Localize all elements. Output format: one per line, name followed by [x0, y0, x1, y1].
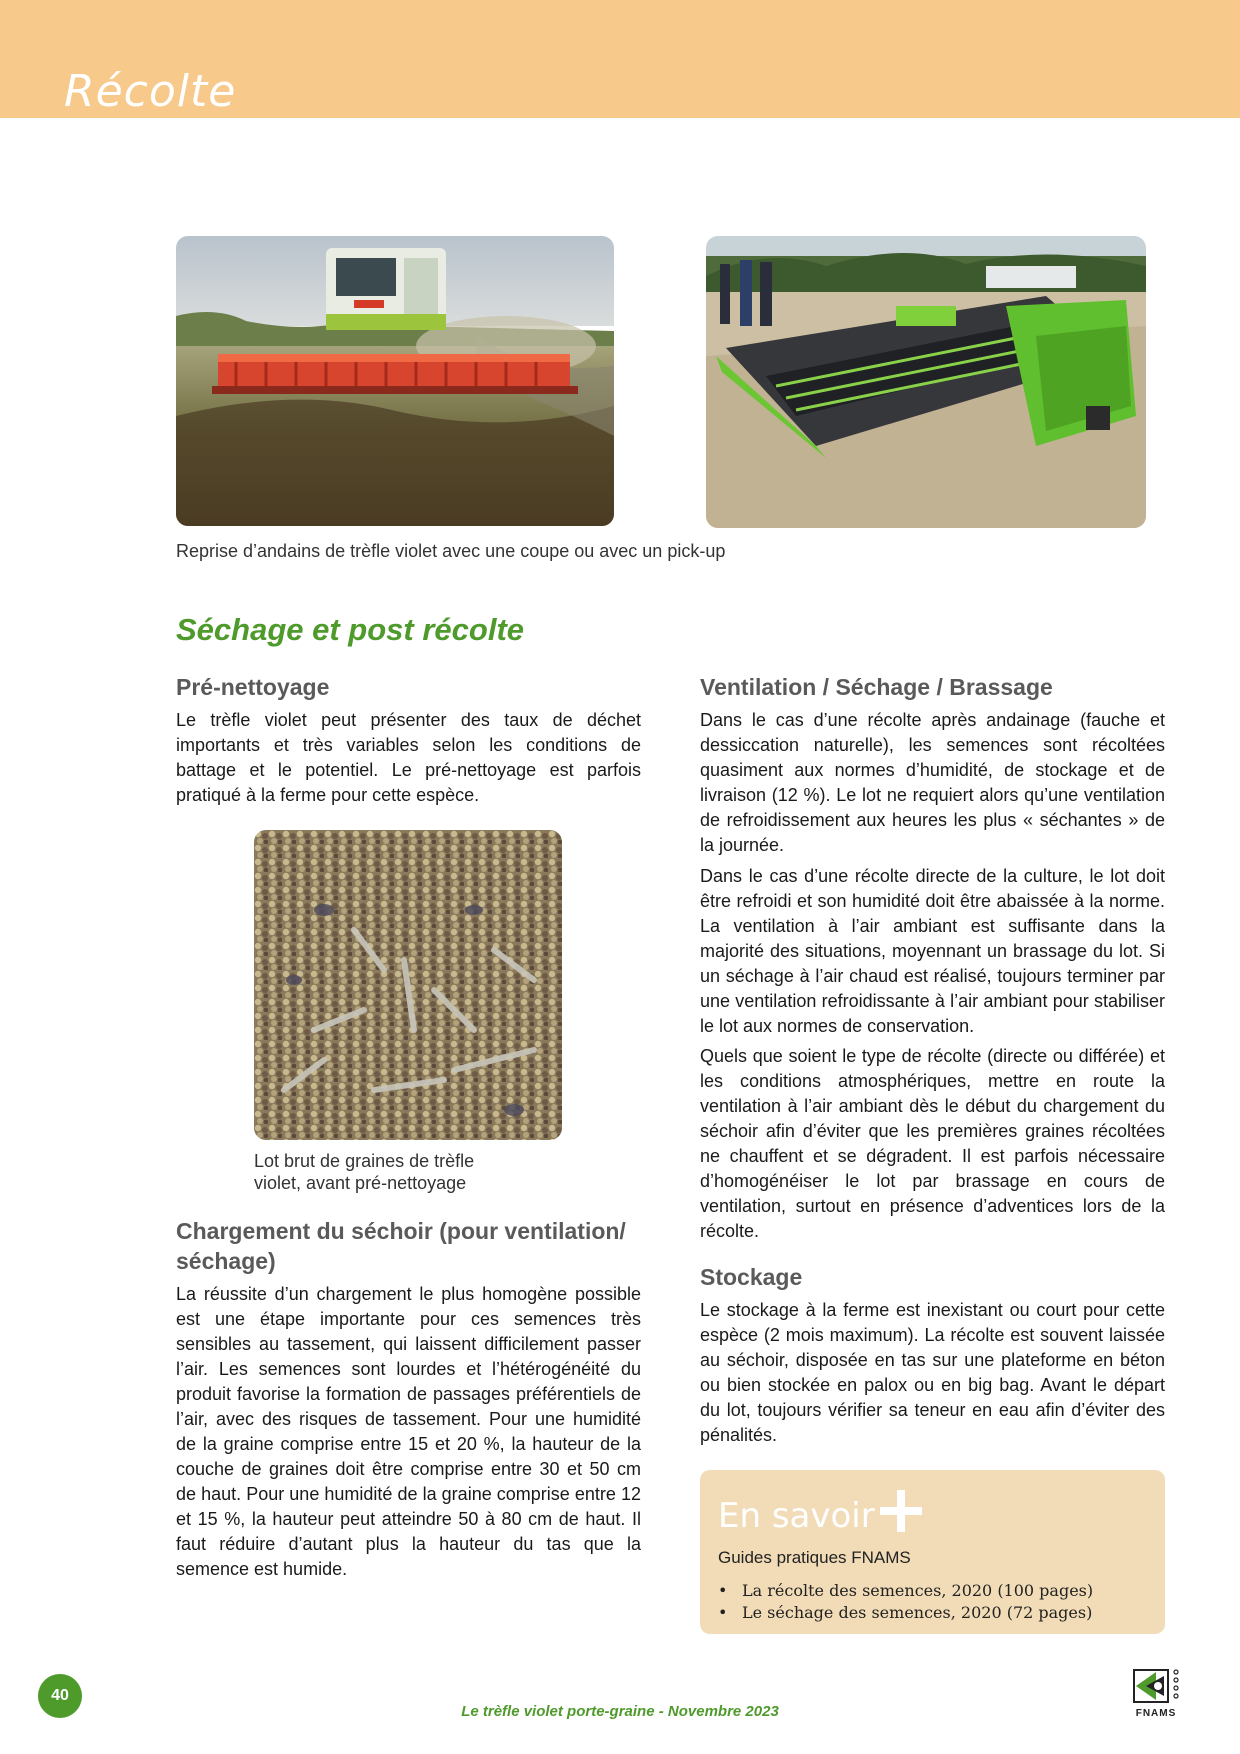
text-stockage: Le stockage à la ferme est inexistant ou court pour cette espèce (2 mois maximum). La récolte est souvent laissée au séchoir, disposée en tas sur une plateforme en béton ou bien stockée en palox ou en big bag. Avant le départ du lot, toujours vérifier sa teneur en eau afin d’éviter des pénalités. — [700, 1300, 1165, 1445]
further-reading-list — [718, 1580, 1093, 1624]
list-item: • Le séchage des semences, 2020 (72 pages) — [718, 1603, 1093, 1622]
text-pre-nettoyage: Le trèfle violet peut présenter des taux de déchet importants et très variables selon les conditions de battage et le potentiel. Le pré-nettoyage est parfois pratiqué à la ferme pour cette espèce. — [176, 710, 641, 805]
fnams-logo-icon — [1132, 1668, 1182, 1704]
fnams-logo-text: FNAMS — [1135, 1708, 1177, 1719]
further-reading-subtitle: Guides pratiques FNAMS — [718, 1548, 911, 1567]
heading-ventilation: Ventilation / Séchage / Brassage — [700, 674, 1053, 700]
list-item: • La récolte des semences, 2020 (100 pages) — [718, 1581, 1094, 1600]
heading-pre-nettoyage: Pré-nettoyage — [176, 674, 330, 700]
photo-caption-seeds — [254, 1150, 574, 1194]
plus-icon — [876, 1486, 926, 1536]
text-chargement: La réussite d’un chargement le plus homogène possible est une étape importante pour ces semences très sensibles au tassement, qui laissent difficilement passer l’air. Les semences sont lourdes et l’hétérogénéité du produit favorise la formation de passages préférentiels de l’air, avec des risques de tassement. Pour une humidité de la graine comprise entre 15 et 20 %, la hauteur de la couche de graines doit être comprise entre 30 et 50 cm de haut. Pour une humidité de la graine comprise entre 12 et 15 %, la hauteur peut atteindre 50 à 80 cm de haut. Il faut réduire d’autant plus la hauteur du tas que la semence est humide. — [176, 1284, 641, 1579]
raw-seed-lot-photo — [254, 830, 562, 1140]
publication-footer: Le trèfle violet porte-graine - Novembre 2023 — [461, 1703, 779, 1720]
text-ventilation-p2: Dans le cas d’une récolte directe de la culture, le lot doit être refroidi et son humidité doit être abaissée à la norme. La ventilation à l’air ambiant est suffisante dans la majorité des situations, moyennant un brassage du lot. Si un séchage à l’air chaud est réalisé, toujours terminer par une ventilation refroidissante à l’air ambiant pour stabiliser le lot aux normes de conservation. — [700, 866, 1165, 1036]
text-ventilation-p3: Quels que soient le type de récolte (directe ou différée) et les conditions atmosphériques, mettre en route la ventilation à l’air ambiant dès le début du chargement du séchoir afin d’éviter que les premières graines récoltées ne chauffent et se dégradent. Il est parfois nécessaire d’homogénéiser le lot par brassage en cours de ventilation, surtout en présence d’adventices lors de la récolte. — [700, 1046, 1165, 1241]
pick-up-header-photo — [706, 236, 1146, 528]
heading-chargement: Chargement du séchoir (pour ventilation/ séchage) — [176, 1218, 626, 1274]
section-header-title: Récolte — [64, 66, 237, 117]
further-reading-title: En savoir — [718, 1496, 875, 1536]
combine-harvester-photo — [176, 236, 614, 526]
section-title: Séchage et post récolte — [176, 612, 525, 647]
further-reading-box — [700, 1470, 1165, 1634]
photo-caption-seeds-line2: violet, avant pré-nettoyage — [254, 1173, 467, 1193]
photo-caption-harvest: Reprise d’andains de trèfle violet avec une coupe ou avec un pick-up — [176, 541, 726, 561]
photo-caption-seeds-line1: Lot brut de graines de trèfle — [254, 1151, 475, 1171]
heading-stockage: Stockage — [700, 1264, 803, 1290]
page-number: 40 — [38, 1674, 82, 1718]
text-ventilation-p1: Dans le cas d’une récolte après andainage (fauche et dessiccation naturelle), les semences sont récoltées quasiment aux normes d’humidité, de stockage et de livraison (12 %). Le lot ne requiert alors qu’une ventilation de refroidissement aux heures les plus « séchantes » de la journée. — [700, 710, 1165, 855]
